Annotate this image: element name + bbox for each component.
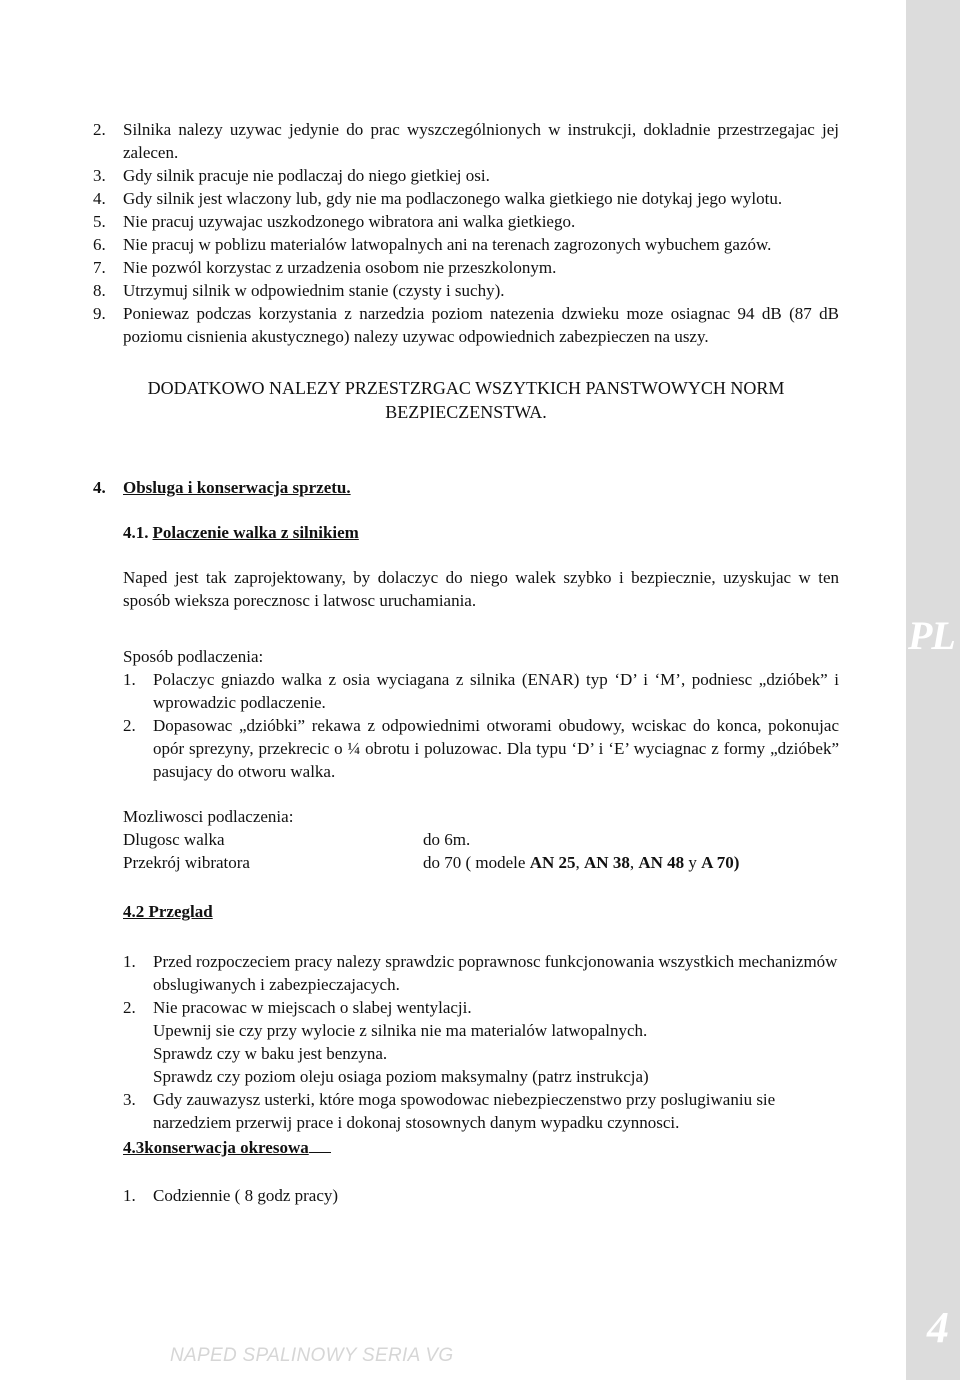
section-4-1-paragraph: Naped jest tak zaprojektowany, by dolaczyc do niego walek szybko i bezpiecznie, uzyskujac w ten sposób wieksza porecznosc i latwosc uruchamiania. bbox=[123, 568, 839, 610]
language-tag: PL bbox=[908, 613, 955, 658]
connection-steps bbox=[123, 668, 839, 783]
connection-options bbox=[123, 805, 839, 874]
document-body bbox=[93, 118, 839, 1207]
list-item: 2. Dopasowac „dzióbki” rekawa z odpowiednimi otworami obudowy, wciskac do konca, pokonujac opór sprezyny, przekrecic o ¼ obrotu i poluzowac. Dla typu ‘D’ i ‘E’ wyciagnac z formy „dzióbek” pasujacy do otworu walka. bbox=[123, 716, 839, 781]
options-heading: Mozliwosci podlaczenia: bbox=[123, 807, 294, 826]
connection-method-heading: Sposób podlaczenia: bbox=[123, 647, 264, 666]
footer-product-name: NAPED SPALINOWY SERIA VG bbox=[170, 1345, 454, 1366]
list-item: 1. Przed rozpoczeciem pracy nalezy sprawdzic poprawnosc funkcjonowania wszystkich mechanizmów obslugiwanych i zabezpieczajacych. bbox=[123, 952, 838, 994]
spec-row: Dlugosc walka do 6m. bbox=[123, 830, 471, 849]
list-item: 7. Nie pozwól korzystac z urzadzenia osobom nie przeszkolonym. bbox=[93, 258, 557, 277]
list-item: 5. Nie pracuj uzywajac uszkodzonego wibratora ani walka gietkiego. bbox=[93, 212, 576, 231]
section-4-2-heading: 4.2 Przeglad bbox=[123, 902, 213, 921]
section-4-3-heading: 4.3konserwacja okresowa bbox=[123, 1136, 839, 1159]
section-4-heading: 4. Obsluga i konserwacja sprzetu. bbox=[93, 478, 351, 497]
list-item: 1. Polaczyc gniazdo walka z osia wyciagana z silnika (ENAR) typ ‘D’ i ‘M’, podniesc „dzióbek” i wprowadzic podlaczenie. bbox=[123, 670, 839, 712]
safety-rules-list bbox=[93, 118, 839, 348]
spec-row: Przekrój wibratora do 70 ( modele AN 25, AN 38, AN 48 y A 70) bbox=[123, 853, 740, 872]
section-4-1-heading: 4.1. Polaczenie walka z silnikiem bbox=[123, 523, 359, 542]
list-item: 3. Gdy silnik pracuje nie podlaczaj do niego gietkiej osi. bbox=[93, 166, 490, 185]
list-item: 9. Poniewaz podczas korzystania z narzedzia poziom natezenia dzwieku moze osiagnac 94 dB (87 dB poziomu cisnienia akustycznego) nalezy uzywac odpowiednich zabezpieczen na uszy. bbox=[93, 304, 839, 346]
list-item-line: Sprawdz czy w baku jest benzyna. bbox=[153, 1044, 388, 1063]
list-item: 3. Gdy zauwazysz usterki, które moga spowodowac niebezpieczenstwo przy poslugiwaniu sie narzedziem przerwij prace i dokonaj stosownych danym wypadku czynnosci. bbox=[123, 1090, 776, 1132]
list-item-line: Upewnij sie czy przy wylocie z silnika nie ma materialów latwopalnych. bbox=[153, 1021, 648, 1040]
list-item: 2. Silnika nalezy uzywac jedynie do prac wyszczególnionych w instrukcji, dokladnie przestrzegajac jej zalecen. bbox=[93, 120, 839, 162]
list-item: 4. Gdy silnik jest wlaczony lub, gdy nie ma podlaczonego walka gietkiego nie dotykaj jego wylotu. bbox=[93, 189, 783, 208]
heading-underline bbox=[309, 1136, 331, 1153]
list-item: 1. Codziennie ( 8 godz pracy) bbox=[123, 1186, 339, 1205]
list-item-line: Sprawdz czy poziom oleju osiaga poziom maksymalny (patrz instrukcja) bbox=[153, 1067, 649, 1086]
safety-notice: DODATKOWO NALEZY PRZESTZRGAC WSZYTKICH PANSTWOWYCH NORM BEZPIECZENSTWA. bbox=[147, 378, 785, 422]
inspection-list bbox=[123, 950, 839, 1134]
page-sidebar bbox=[906, 0, 960, 1380]
list-item: 8. Utrzymuj silnik w odpowiednim stanie (czysty i suchy). bbox=[93, 281, 505, 300]
list-item: 6. Nie pracuj w poblizu materialów latwopalnych ani na terenach zagrozonych wybuchem gazów. bbox=[93, 235, 772, 254]
list-item: 2. Nie pracowac w miejscach o slabej wentylacji. bbox=[123, 998, 472, 1017]
page-number: 4 bbox=[927, 1303, 949, 1352]
